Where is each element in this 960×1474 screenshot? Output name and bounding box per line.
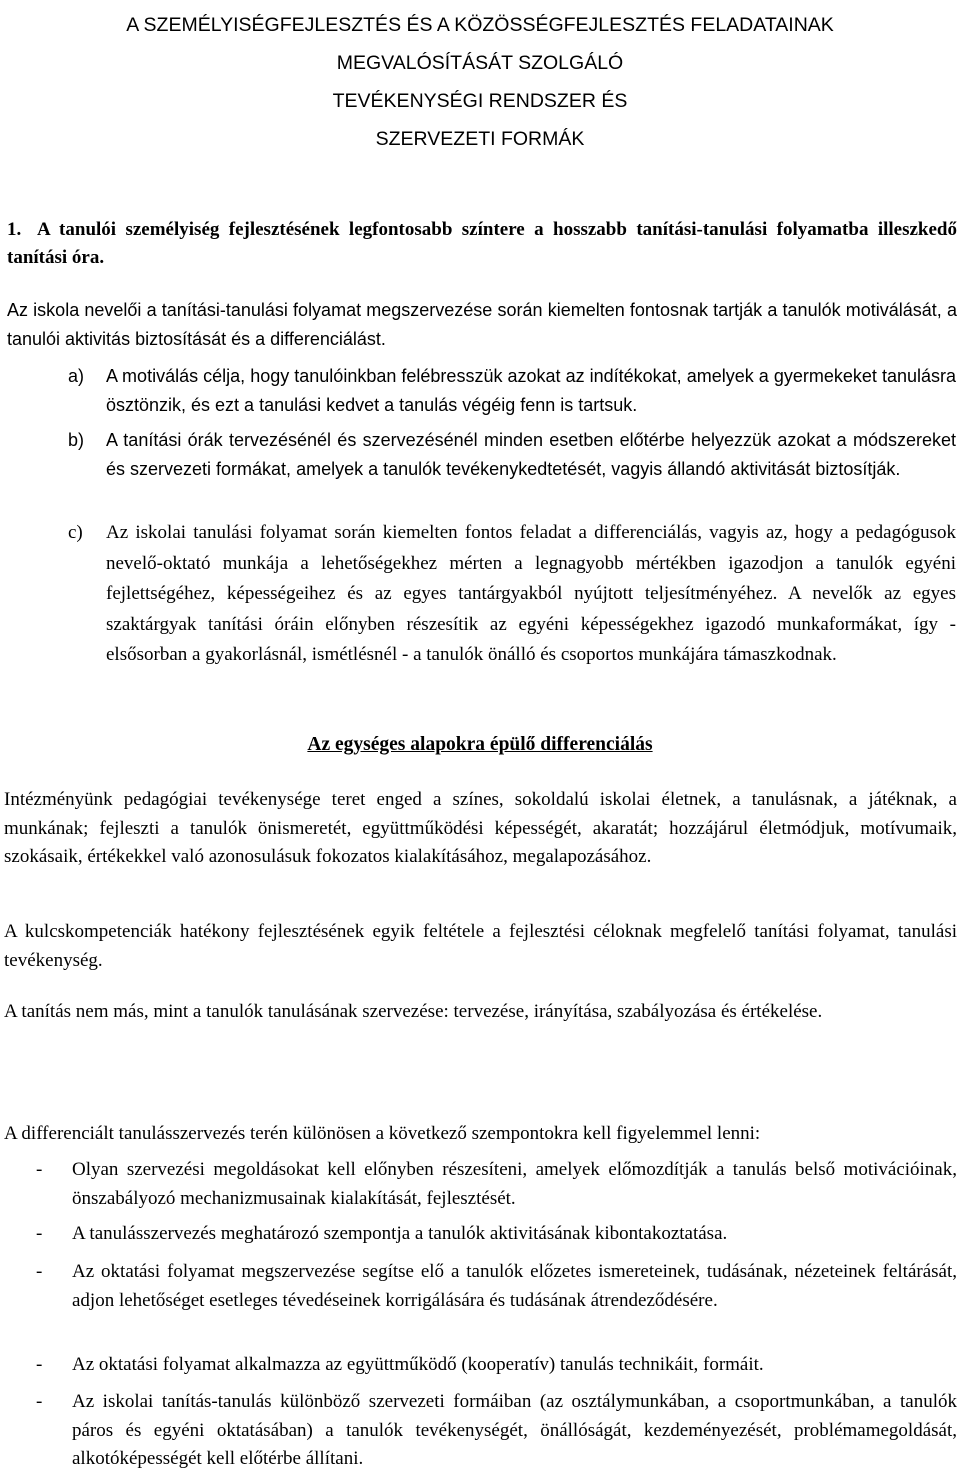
section-heading-text: A tanulói személyiség fejlesztésének legfontosabb színtere a hosszabb tanítási-tanulási folyamatba illeszkedő tanítási óra.: [7, 219, 957, 268]
item-text: Az iskolai tanulási folyamat során kiemelten fontos feladat a differenciálás, vagyis az, hogy a pedagógusok nevelő-oktató munkája a lehetőségekhez mérten a legnagyobb mértékben igazodjon a tanulók egyéni fejlettségéhez, képességeihez és az egyes tantárgyakból nyújtott teljesítményéhez. A nevelők az egyes szaktárgyak tanítási óráin előnyben részesítik az egyéni képességekhez igazodó munkaformákat, így - elsősorban a gyakorlásnál, ismétlésnél - a tanulók önálló és csoportos munkájára támaszkodnak.: [106, 522, 956, 665]
subsection-heading: Az egységes alapokra épülő differenciálás: [307, 734, 653, 755]
bullet-text: Az oktatási folyamat megszervezése segítse elő a tanulók előzetes ismereteinek, tudásának, nézeteinek feltárását, adjon lehetőséget esetleges tévedéseinek korrigálására és tudásának átrendeződésére.: [72, 1261, 957, 1311]
item-label: a): [68, 366, 85, 386]
paragraph: Intézményünk pedagógiai tevékenysége teret enged a színes, sokoldalú iskolai életnek, a tanulásnak, a játéknak, a munkának; fejleszti a tanulók önismeretét, együttműködési képességét, akaratát; hozzájárul életmódjuk, motívumaik, szokásaik, értékekkel való azonosulásuk fokozatos kialakításához, megalapozásához.: [4, 789, 957, 867]
bullet-text: Olyan szervezési megoldásokat kell előnyben részesíteni, amelyek előmozdítják a tanulás belső motivációinak, önszabályozó mechanizmusainak kialakítását, fejlesztését.: [72, 1159, 957, 1209]
item-text: A tanítási órák tervezésénél és szervezésénél minden esetben előtérbe helyezzük azokat a módszereket és szervezeti formákat, amelyek a tanulók tevékenykedtetését, vagyis állandó aktivitását biztosítják.: [106, 430, 956, 479]
bullet-item: [36, 1388, 957, 1474]
document-title: [0, 6, 960, 158]
item-text: A motiválás célja, hogy tanulóinkban felébresszük azokat az indítékokat, amelyek a gyermekeket tanulásra ösztönzik, és ezt a tanulási kedvet a tanulás végéig fenn is tartsuk.: [106, 366, 956, 415]
bullet-marker: -: [36, 1223, 43, 1244]
bullet-marker: -: [36, 1354, 43, 1375]
item-label: b): [68, 430, 85, 450]
bullet-item: [36, 1156, 957, 1213]
bullet-text: Az oktatási folyamat alkalmazza az együttműködő (kooperatív) tanulás technikáit, formáit.: [72, 1354, 764, 1375]
bullet-marker: -: [36, 1159, 43, 1180]
paragraph: A kulcskompetenciák hatékony fejlesztésének egyik feltétele a fejlesztési céloknak megfelelő tanítási folyamat, tanulási tevékenység.: [4, 921, 957, 971]
section-number: 1.: [7, 219, 22, 240]
title-line: TEVÉKENYSÉGI RENDSZER ÉS: [332, 90, 628, 112]
paragraph: A tanítás nem más, mint a tanulók tanulásának szervezése: tervezése, irányítása, szabályozása és értékelése.: [4, 1001, 823, 1022]
section-heading: [7, 216, 957, 272]
bullet-item: [36, 1220, 957, 1249]
intro-paragraph: Az iskola nevelői a tanítási-tanulási folyamat megszervezése során kiemelten fontosnak tartják a tanulók motiválását, a tanulói aktivitás biztosítását és a differenciálást.: [7, 300, 957, 349]
title-line: MEGVALÓSÍTÁSÁT SZOLGÁLÓ: [336, 52, 624, 74]
paragraph: A differenciált tanulásszervezés terén különösen a következő szempontokra kell figyelemmel lenni:: [4, 1123, 761, 1144]
list-item: [68, 426, 956, 484]
list-item: [68, 362, 956, 420]
bullet-text: A tanulásszervezés meghatározó szempontja a tanulók aktivitásának kibontakoztatása.: [72, 1223, 728, 1244]
title-line: A SZEMÉLYISÉGFEJLESZTÉS ÉS A KÖZÖSSÉGFEJLESZTÉS FELADATAINAK: [126, 14, 834, 36]
title-line: SZERVEZETI FORMÁK: [375, 128, 585, 150]
bullet-item: [36, 1258, 957, 1315]
bullet-text: Az iskolai tanítás-tanulás különböző szervezeti formáiban (az osztálymunkában, a csoportmunkában, a tanulók páros és egyéni oktatásában) a tanulók tevékenységét, önállóságát, kezdeményezését, problémamegoldását, alkotóképességét kell előtérbe állítani.: [72, 1391, 957, 1469]
list-item: [68, 518, 956, 671]
bullet-marker: -: [36, 1391, 43, 1412]
bullet-item: [36, 1351, 957, 1380]
item-label: c): [68, 522, 83, 543]
bullet-marker: -: [36, 1261, 43, 1282]
